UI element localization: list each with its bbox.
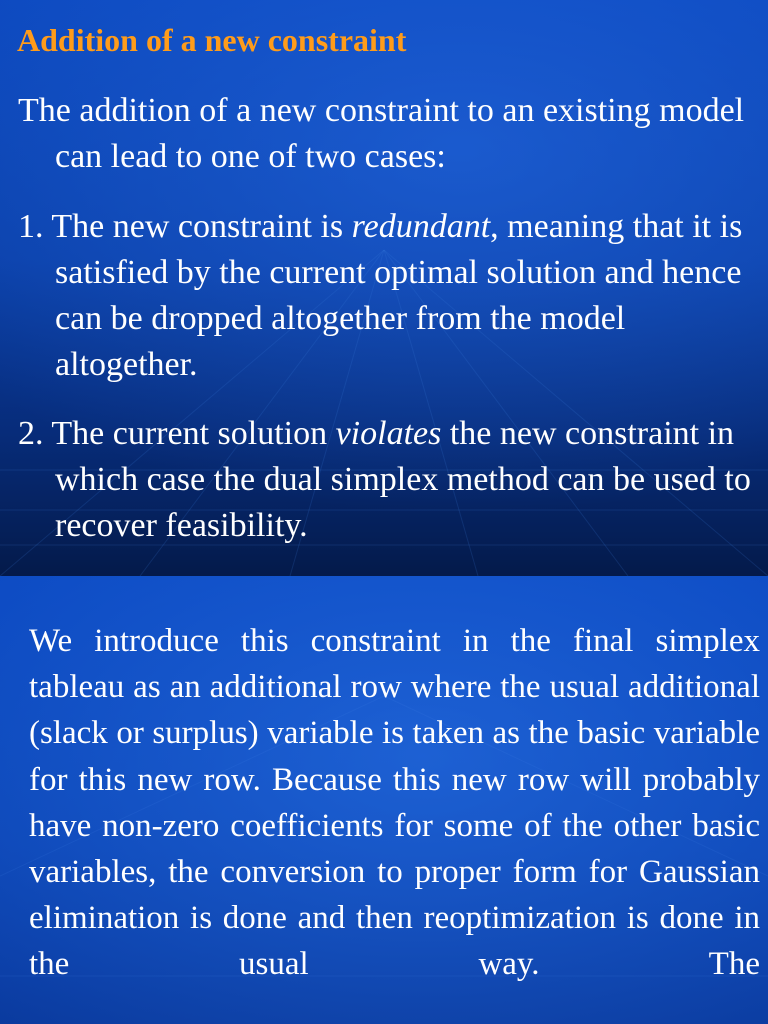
case-2-prefix: 2. The current solution (18, 415, 336, 452)
intro-text: The addition of a new constraint to an existing model can lead to one of two cases: (18, 92, 745, 175)
case-2-suffix: the new constraint in which case the dual simplex method can be used to recover feasibility. (55, 415, 751, 544)
case-2-text (18, 411, 753, 549)
slide-bottom (0, 576, 768, 1024)
intro-paragraph (18, 88, 753, 180)
slide-title: Addition of a new constraint (17, 22, 407, 58)
case-2-emphasis: violates (335, 415, 442, 452)
case-2-paragraph (18, 411, 753, 549)
case-1-prefix: 1. The new constraint is (18, 208, 352, 245)
case-1-paragraph (18, 204, 753, 388)
case-1-suffix: , meaning that it is satisfied by the current optimal solution and hence can be dropped altogether from the model altogether. (55, 208, 743, 383)
tableau-explanation-text: We introduce this constraint in the final simplex tableau as an additional row where the usual additional (slack or surplus) variable is taken as the basic variable for this new row. Because this new row will probably have non-zero coefficients for some of the other basic variables, the conversion to proper form for Gaussian elimination is done and then reoptimization is done in the usual way. The (29, 623, 760, 983)
case-1-text (18, 204, 753, 388)
case-1-emphasis: redundant (351, 208, 491, 245)
